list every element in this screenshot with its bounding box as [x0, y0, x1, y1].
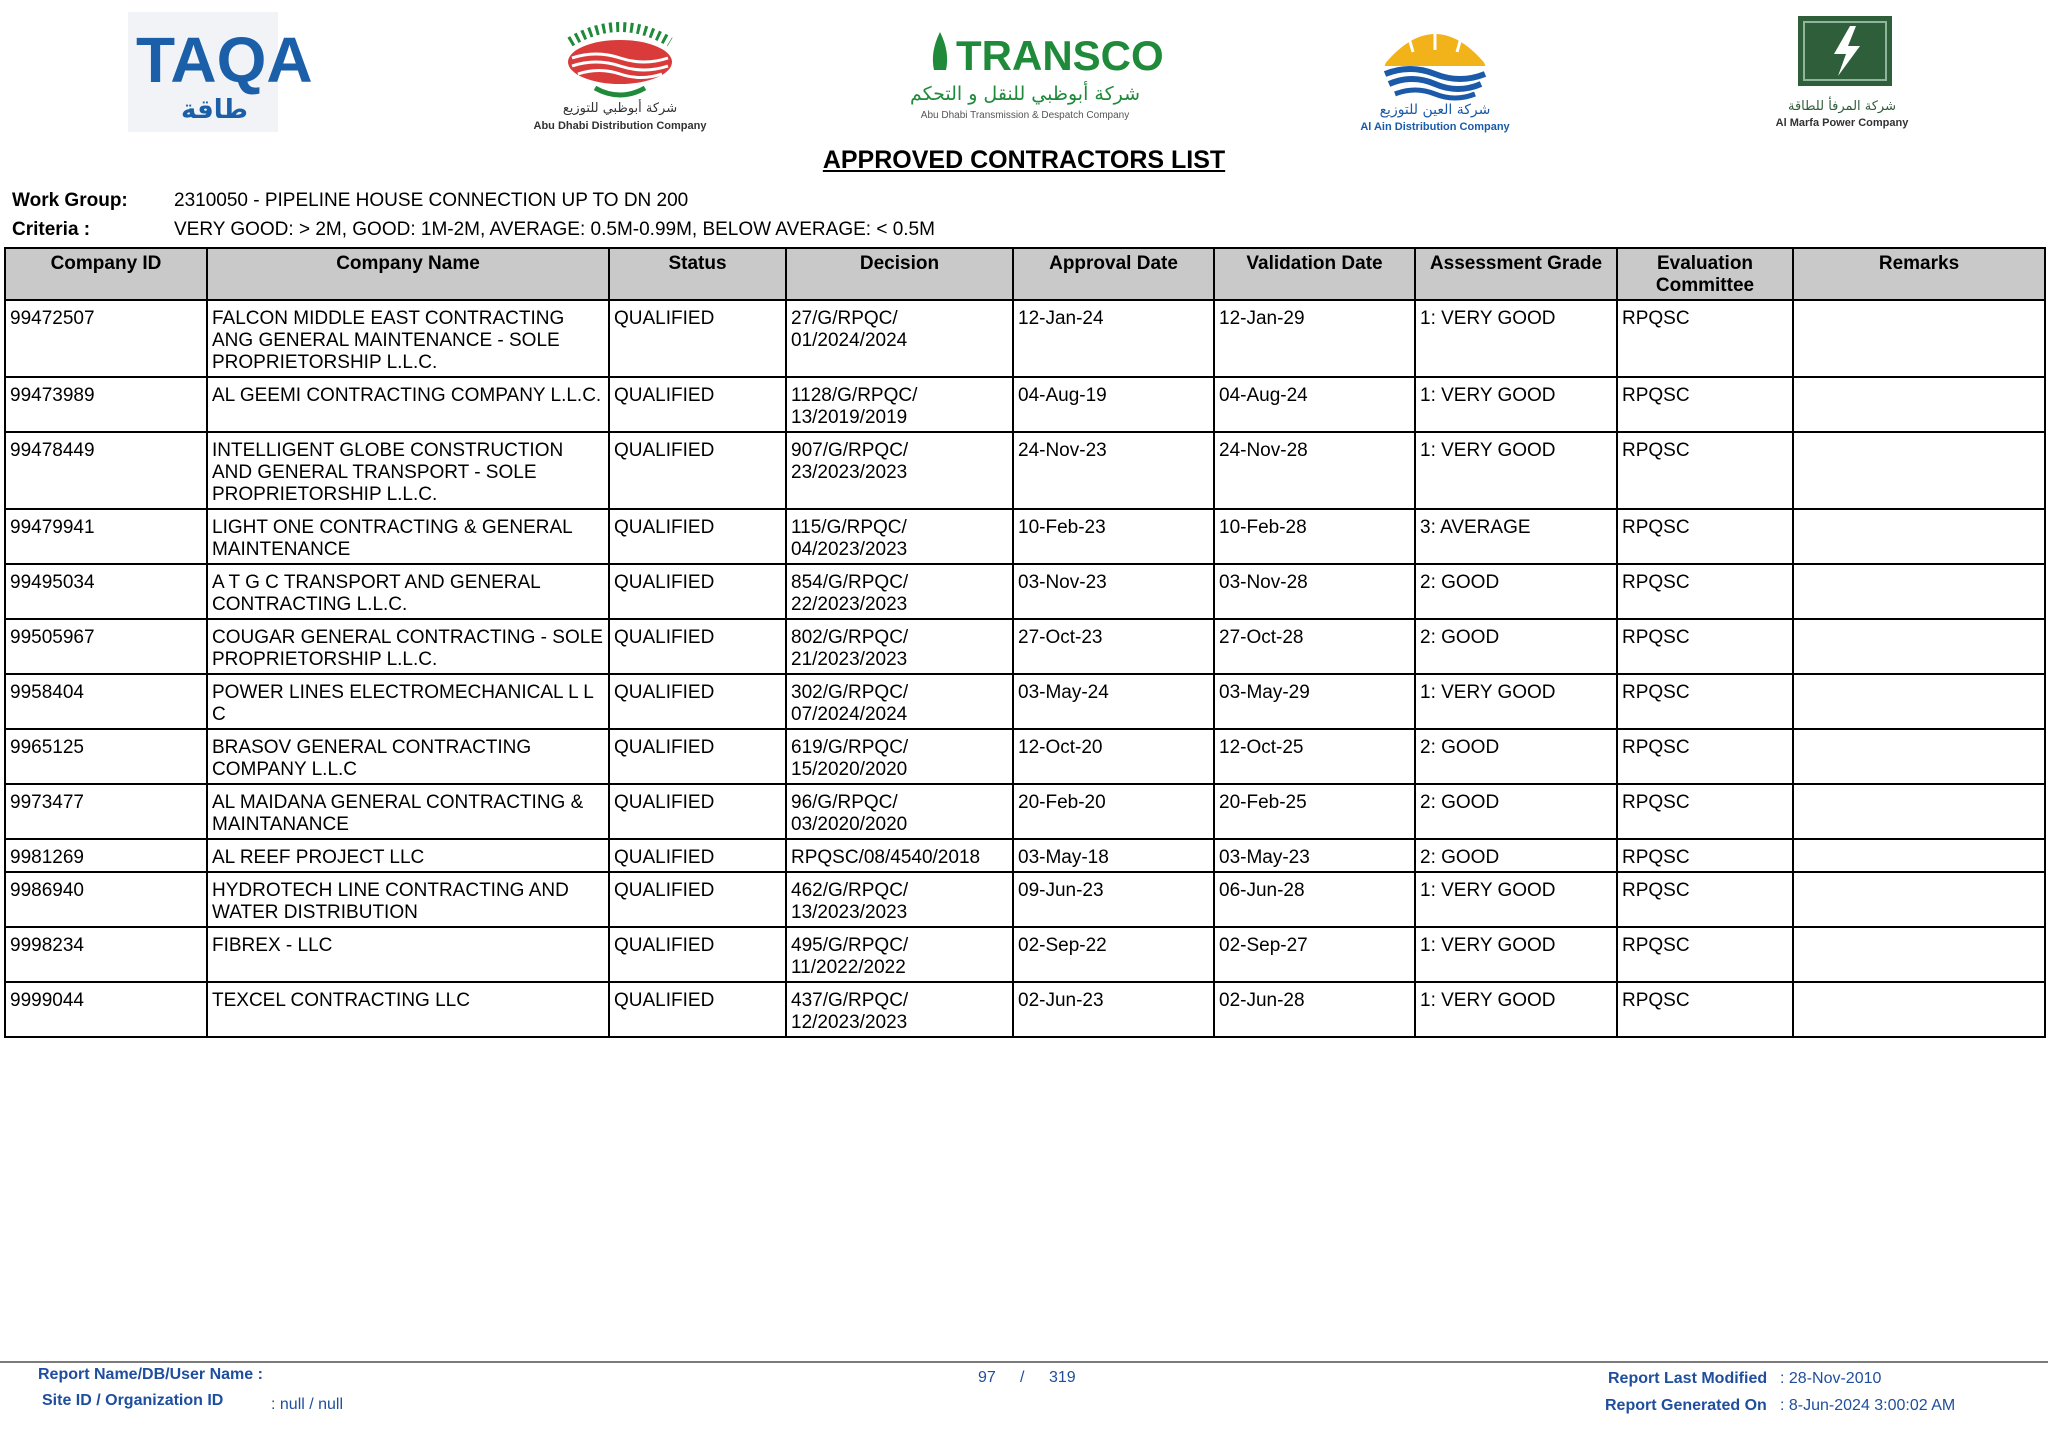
cell-validation-date: 04-Aug-24 — [1214, 377, 1415, 432]
cell-company-id: 9965125 — [5, 729, 207, 784]
cell-assessment-grade: 1: VERY GOOD — [1415, 377, 1617, 432]
cell-validation-date: 02-Sep-27 — [1214, 927, 1415, 982]
transco-leaf-icon — [933, 32, 947, 70]
cell-decision: 96/G/RPQC/ 03/2020/2020 — [786, 784, 1013, 839]
cell-validation-date: 02-Jun-28 — [1214, 982, 1415, 1037]
cell-evaluation-committee: RPQSC — [1617, 784, 1793, 839]
cell-validation-date: 20-Feb-25 — [1214, 784, 1415, 839]
cell-approval-date: 27-Oct-23 — [1013, 619, 1214, 674]
taqa-logo — [128, 12, 313, 132]
cell-approval-date: 03-May-18 — [1013, 839, 1214, 872]
cell-evaluation-committee: RPQSC — [1617, 729, 1793, 784]
table-row — [5, 509, 2045, 564]
transco-english: Abu Dhabi Transmission & Despatch Company — [920, 110, 1130, 121]
cell-company-name: TEXCEL CONTRACTING LLC — [207, 982, 609, 1037]
cell-assessment-grade: 2: GOOD — [1415, 784, 1617, 839]
last-modified-value: : 28-Nov-2010 — [1780, 1370, 1882, 1387]
table-row — [5, 927, 2045, 982]
table-row — [5, 619, 2045, 674]
cell-status: QUALIFIED — [609, 872, 786, 927]
cell-assessment-grade: 1: VERY GOOD — [1415, 872, 1617, 927]
cell-assessment-grade: 2: GOOD — [1415, 619, 1617, 674]
table-row — [5, 564, 2045, 619]
cell-approval-date: 02-Jun-23 — [1013, 982, 1214, 1037]
cell-decision: RPQSC/08/4540/2018 — [786, 839, 1013, 872]
cell-company-name: COUGAR GENERAL CONTRACTING - SOLE PROPRIETORSHIP L.L.C. — [207, 619, 609, 674]
cell-remarks — [1793, 784, 2045, 839]
cell-remarks — [1793, 432, 2045, 509]
cell-evaluation-committee: RPQSC — [1617, 872, 1793, 927]
cell-validation-date: 12-Oct-25 — [1214, 729, 1415, 784]
work-group-value: 2310050 - PIPELINE HOUSE CONNECTION UP TO DN 200 — [174, 190, 689, 211]
cell-validation-date: 10-Feb-28 — [1214, 509, 1415, 564]
cell-remarks — [1793, 982, 2045, 1037]
col-header-assessment-grade: Assessment Grade — [1415, 248, 1617, 300]
cell-validation-date: 03-May-23 — [1214, 839, 1415, 872]
cell-company-id: 9999044 — [5, 982, 207, 1037]
site-id-value: : null / null — [271, 1396, 344, 1413]
site-id-label: Site ID / Organization ID — [42, 1392, 224, 1409]
cell-company-id: 99479941 — [5, 509, 207, 564]
table-row — [5, 729, 2045, 784]
cell-decision: 802/G/RPQC/ 21/2023/2023 — [786, 619, 1013, 674]
cell-decision: 1128/G/RPQC/ 13/2019/2019 — [786, 377, 1013, 432]
table-row — [5, 432, 2045, 509]
table-row — [5, 872, 2045, 927]
transco-logo — [909, 12, 1164, 132]
cell-company-id: 99505967 — [5, 619, 207, 674]
col-header-evaluation-committee: Evaluation Committee — [1617, 248, 1793, 300]
last-modified-label: Report Last Modified — [1608, 1370, 1768, 1387]
cell-validation-date: 03-Nov-28 — [1214, 564, 1415, 619]
cell-assessment-grade: 3: AVERAGE — [1415, 509, 1617, 564]
cell-approval-date: 12-Oct-20 — [1013, 729, 1214, 784]
cell-remarks — [1793, 377, 2045, 432]
cell-assessment-grade: 2: GOOD — [1415, 839, 1617, 872]
cell-remarks — [1793, 674, 2045, 729]
cell-validation-date: 24-Nov-28 — [1214, 432, 1415, 509]
cell-remarks — [1793, 564, 2045, 619]
col-header-status: Status — [609, 248, 786, 300]
cell-company-name: BRASOV GENERAL CONTRACTING COMPANY L.L.C — [207, 729, 609, 784]
cell-company-id: 99472507 — [5, 300, 207, 377]
cell-assessment-grade: 1: VERY GOOD — [1415, 674, 1617, 729]
cell-evaluation-committee: RPQSC — [1617, 982, 1793, 1037]
cell-company-name: AL MAIDANA GENERAL CONTRACTING & MAINTANANCE — [207, 784, 609, 839]
addc-emblem-icon — [568, 27, 672, 95]
cell-status: QUALIFIED — [609, 300, 786, 377]
table-row — [5, 674, 2045, 729]
table-row — [5, 839, 2045, 872]
taqa-wordmark: TAQA — [136, 24, 313, 96]
addc-english: Abu Dhabi Distribution Company — [533, 120, 707, 132]
cell-evaluation-committee: RPQSC — [1617, 377, 1793, 432]
cell-company-name: HYDROTECH LINE CONTRACTING AND WATER DISTRIBUTION — [207, 872, 609, 927]
cell-assessment-grade: 1: VERY GOOD — [1415, 927, 1617, 982]
cell-approval-date: 09-Jun-23 — [1013, 872, 1214, 927]
criteria-label: Criteria : — [12, 219, 91, 240]
page-separator: / — [1020, 1369, 1025, 1386]
cell-decision: 27/G/RPQC/ 01/2024/2024 — [786, 300, 1013, 377]
cell-evaluation-committee: RPQSC — [1617, 432, 1793, 509]
cell-approval-date: 02-Sep-22 — [1013, 927, 1214, 982]
cell-remarks — [1793, 927, 2045, 982]
cell-decision: 619/G/RPQC/ 15/2020/2020 — [786, 729, 1013, 784]
addc-arabic: شركة أبوظبي للتوزيع — [562, 101, 678, 116]
table-row — [5, 784, 2045, 839]
cell-company-id: 9973477 — [5, 784, 207, 839]
table-row — [5, 300, 2045, 377]
cell-company-name: INTELLIGENT GLOBE CONSTRUCTION AND GENERAL TRANSPORT - SOLE PROPRIETORSHIP L.L.C. — [207, 432, 609, 509]
transco-arabic: شركة أبوظبي للنقل و التحكم — [909, 83, 1141, 105]
cell-company-name: AL GEEMI CONTRACTING COMPANY L.L.C. — [207, 377, 609, 432]
cell-decision: 495/G/RPQC/ 11/2022/2022 — [786, 927, 1013, 982]
addc-logo — [510, 12, 730, 132]
cell-status: QUALIFIED — [609, 674, 786, 729]
cell-decision: 907/G/RPQC/ 23/2023/2023 — [786, 432, 1013, 509]
transco-wordmark: TRANSCO — [956, 32, 1164, 79]
cell-approval-date: 03-May-24 — [1013, 674, 1214, 729]
cell-decision: 115/G/RPQC/ 04/2023/2023 — [786, 509, 1013, 564]
page-title: APPROVED CONTRACTORS LIST — [822, 146, 1226, 174]
cell-company-name: POWER LINES ELECTROMECHANICAL L L C — [207, 674, 609, 729]
cell-decision: 462/G/RPQC/ 13/2023/2023 — [786, 872, 1013, 927]
table-row — [5, 377, 2045, 432]
cell-assessment-grade: 1: VERY GOOD — [1415, 982, 1617, 1037]
generated-value: : 8-Jun-2024 3:00:02 AM — [1780, 1397, 1956, 1414]
cell-evaluation-committee: RPQSC — [1617, 619, 1793, 674]
cell-company-id: 9958404 — [5, 674, 207, 729]
cell-decision: 437/G/RPQC/ 12/2023/2023 — [786, 982, 1013, 1037]
col-header-decision: Decision — [786, 248, 1013, 300]
cell-evaluation-committee: RPQSC — [1617, 839, 1793, 872]
cell-approval-date: 24-Nov-23 — [1013, 432, 1214, 509]
cell-validation-date: 06-Jun-28 — [1214, 872, 1415, 927]
cell-company-id: 99473989 — [5, 377, 207, 432]
cell-status: QUALIFIED — [609, 729, 786, 784]
cell-approval-date: 10-Feb-23 — [1013, 509, 1214, 564]
page-current: 97 — [978, 1369, 996, 1386]
cell-remarks — [1793, 619, 2045, 674]
work-group-label: Work Group: — [12, 190, 128, 211]
cell-status: QUALIFIED — [609, 619, 786, 674]
cell-remarks — [1793, 729, 2045, 784]
table-body — [5, 300, 2045, 1037]
cell-remarks — [1793, 300, 2045, 377]
cell-remarks — [1793, 839, 2045, 872]
cell-decision: 854/G/RPQC/ 22/2023/2023 — [786, 564, 1013, 619]
aadc-logo — [1325, 12, 1545, 132]
taqa-arabic: طاقة — [180, 95, 248, 125]
cell-assessment-grade: 1: VERY GOOD — [1415, 432, 1617, 509]
cell-company-id: 99495034 — [5, 564, 207, 619]
cell-company-name: LIGHT ONE CONTRACTING & GENERAL MAINTENANCE — [207, 509, 609, 564]
aadc-sun-icon — [1383, 14, 1487, 98]
col-header-remarks: Remarks — [1793, 248, 2045, 300]
cell-company-name: FIBREX - LLC — [207, 927, 609, 982]
cell-status: QUALIFIED — [609, 927, 786, 982]
table-row — [5, 982, 2045, 1037]
col-header-company-name: Company Name — [207, 248, 609, 300]
cell-status: QUALIFIED — [609, 377, 786, 432]
contractors-table — [4, 247, 2046, 1038]
cell-approval-date: 03-Nov-23 — [1013, 564, 1214, 619]
col-header-validation-date: Validation Date — [1214, 248, 1415, 300]
table-header-row — [5, 248, 2045, 300]
criteria-value: VERY GOOD: > 2M, GOOD: 1M-2M, AVERAGE: 0.5M-0.99M, BELOW AVERAGE: < 0.5M — [174, 219, 935, 240]
cell-company-id: 9998234 — [5, 927, 207, 982]
cell-remarks — [1793, 872, 2045, 927]
col-header-company-id: Company ID — [5, 248, 207, 300]
cell-company-name: A T G C TRANSPORT AND GENERAL CONTRACTING L.L.C. — [207, 564, 609, 619]
cell-approval-date: 12-Jan-24 — [1013, 300, 1214, 377]
cell-validation-date: 03-May-29 — [1214, 674, 1415, 729]
page-total: 319 — [1049, 1369, 1076, 1386]
report-name-label: Report Name/DB/User Name : — [38, 1366, 263, 1383]
cell-status: QUALIFIED — [609, 432, 786, 509]
cell-company-id: 9981269 — [5, 839, 207, 872]
cell-status: QUALIFIED — [609, 564, 786, 619]
cell-decision: 302/G/RPQC/ 07/2024/2024 — [786, 674, 1013, 729]
col-header-approval-date: Approval Date — [1013, 248, 1214, 300]
cell-assessment-grade: 2: GOOD — [1415, 729, 1617, 784]
cell-validation-date: 27-Oct-28 — [1214, 619, 1415, 674]
footer-divider — [0, 1361, 2048, 1363]
cell-status: QUALIFIED — [609, 784, 786, 839]
cell-evaluation-committee: RPQSC — [1617, 927, 1793, 982]
ampc-english: Al Marfa Power Company — [1775, 117, 1909, 129]
cell-remarks — [1793, 509, 2045, 564]
cell-evaluation-committee: RPQSC — [1617, 509, 1793, 564]
cell-validation-date: 12-Jan-29 — [1214, 300, 1415, 377]
generated-label: Report Generated On — [1605, 1397, 1767, 1414]
cell-status: QUALIFIED — [609, 509, 786, 564]
ampc-logo — [1742, 12, 1942, 132]
cell-company-name: FALCON MIDDLE EAST CONTRACTING ANG GENERAL MAINTENANCE - SOLE PROPRIETORSHIP L.L.C. — [207, 300, 609, 377]
cell-status: QUALIFIED — [609, 839, 786, 872]
ampc-arabic: شركة المرفأ للطاقة — [1788, 99, 1896, 114]
cell-evaluation-committee: RPQSC — [1617, 300, 1793, 377]
cell-company-id: 99478449 — [5, 432, 207, 509]
cell-evaluation-committee: RPQSC — [1617, 674, 1793, 729]
cell-approval-date: 04-Aug-19 — [1013, 377, 1214, 432]
ampc-lightning-icon — [1798, 16, 1892, 86]
cell-evaluation-committee: RPQSC — [1617, 564, 1793, 619]
aadc-arabic: شركة العين للتوزيع — [1379, 102, 1491, 118]
cell-assessment-grade: 2: GOOD — [1415, 564, 1617, 619]
cell-status: QUALIFIED — [609, 982, 786, 1037]
cell-assessment-grade: 1: VERY GOOD — [1415, 300, 1617, 377]
cell-company-name: AL REEF PROJECT LLC — [207, 839, 609, 872]
cell-company-id: 9986940 — [5, 872, 207, 927]
cell-approval-date: 20-Feb-20 — [1013, 784, 1214, 839]
aadc-english: Al Ain Distribution Company — [1360, 121, 1510, 133]
